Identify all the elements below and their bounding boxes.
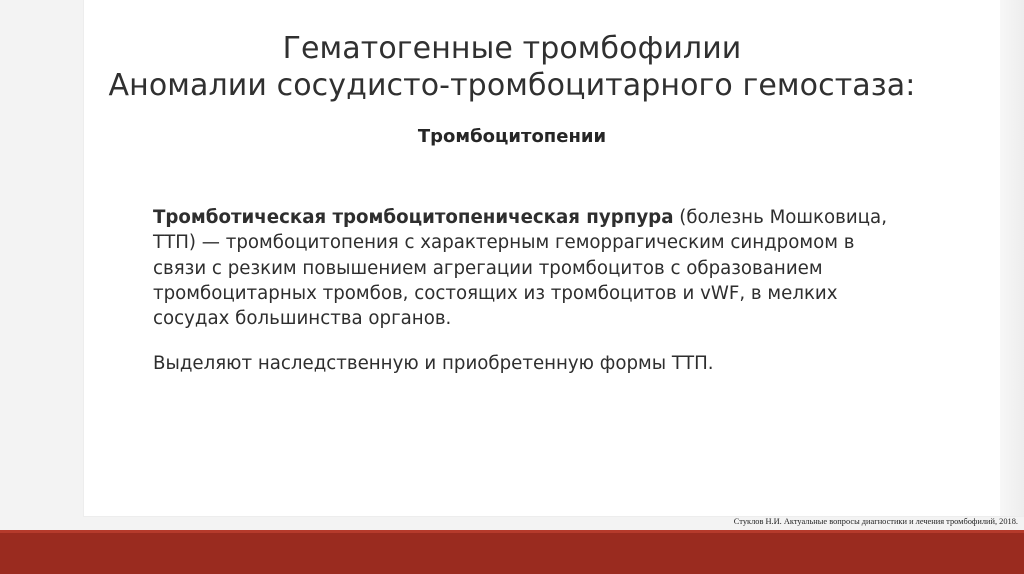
body-line-3: связи с резким повышением агрегации тромбоцитов с образованием (153, 257, 823, 279)
body-line-4: тромбоцитарных тромбов, состоящих из тромбоцитов и vWF, в мелких (153, 282, 838, 304)
body-line-1 (153, 205, 963, 230)
slide-subtitle: Тромбоцитопении (417, 126, 607, 147)
bold-term: Тромботическая тромбоцитопеническая пурпура (153, 207, 674, 228)
body-paragraph (153, 205, 963, 331)
body-line-5: сосудах большинства органов. (153, 308, 452, 330)
footer-band (0, 533, 1024, 574)
body-line-1-rest: (болезнь Мошковица, (673, 207, 887, 228)
title-line-2: Аномалии сосудисто-тромбоцитарного гемостаза: (108, 68, 916, 103)
body-line-2: ТТП) — тромбоцитопения с характерным геморрагическим синдромом в (153, 232, 855, 254)
slide-title (0, 30, 1024, 104)
title-line-1: Гематогенные тромбофилии (282, 31, 742, 66)
forms-note: Выделяют наследственную и приобретенную формы ТТП. (153, 353, 714, 374)
citation-text: Стуклов Н.И. Актуальные вопросы диагностики и лечения тромбофилий, 2018. (733, 517, 1018, 526)
